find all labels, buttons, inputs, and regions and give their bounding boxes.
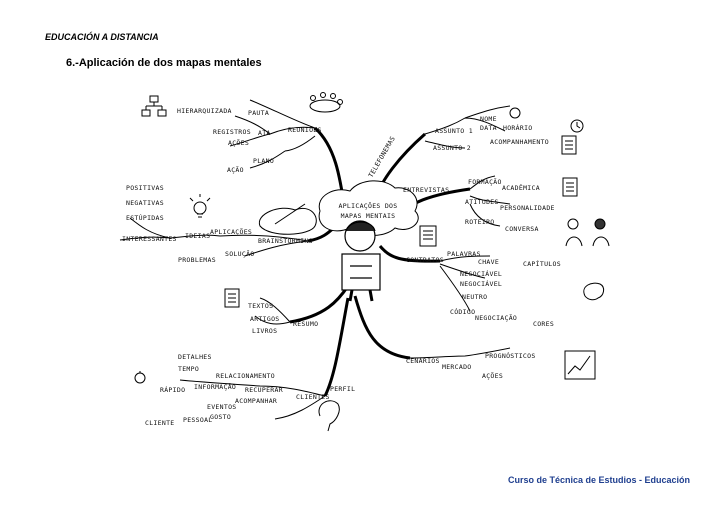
label-gosto: GOSTO [210,413,232,421]
pencil-drawing-icon [259,204,316,234]
label-capitulos: CAPÍTULOS [523,260,561,268]
label-mercado: MERCADO [442,363,472,371]
label-assunto-2: ASSUNTO 2 [433,144,471,152]
label-negociavel-2: NEGOCIÁVEL [460,280,503,288]
document-footer: Curso de Técnica de Estudios - Educación [508,475,691,485]
interview-people-icon [566,219,609,246]
label-perfil: PERFIL [330,385,356,393]
label-personalidade: PERSONALIDADE [500,204,555,212]
label-academica: ACADÊMICA [502,184,540,192]
label-estupidas: ESTÚPIDAS [126,214,164,222]
label-eventos: EVENTOS [207,403,237,411]
label-recuperar: RECUPERAR [245,386,283,394]
label-cores: CORES [533,320,555,328]
label-codigo: CÓDIGO [450,308,476,316]
label-relacionamento: RELACIONAMENTO [216,372,275,380]
label-cliente: CLIENTE [145,419,175,427]
label-telefonemas: TELEFONEMAS [366,134,397,179]
label-acao: AÇÃO [227,166,244,174]
label-brainstorming: BRAINSTORMING [258,237,313,245]
label-aplicacoes: APLICAÇÕES [210,228,253,236]
checklist-icon [562,136,576,154]
head-profile-icon [319,401,339,431]
label-horario: HORÁRIO [503,124,533,132]
org-chart-icon [142,96,166,116]
person-figure [342,221,380,301]
label-negociavel-1: NEGOCIÁVEL [460,270,503,278]
label-ideias: IDEIAS [185,232,211,240]
label-rapido: RÁPIDO [160,386,186,394]
label-prognosticos: PROGNÓSTICOS [485,352,536,360]
label-assunto-1: ASSUNTO 1 [435,127,473,135]
label-plano: PLANO [253,157,275,165]
book-list-icon [225,289,239,307]
label-chave: CHAVE [478,258,500,266]
label-informacao: INFORMAÇÃO [194,383,237,391]
label-pessoal: PESSOAL [183,416,213,424]
label-formacao: FORMAÇÃO [468,178,502,186]
label-detalhes: DETALHES [178,353,212,361]
growth-chart-icon [565,351,595,379]
meeting-people-icon [310,93,343,113]
label-acompanhar: ACOMPANHAR [235,397,278,405]
branch-resumo [290,286,348,322]
section-title: 6.-Aplicación de dos mapas mentales [66,57,262,69]
lightbulb-icon [190,194,210,217]
label-positivas: POSITIVAS [126,184,164,192]
label-contratos: CONTRATOS [406,256,444,264]
label-acoes-1: AÇÕES [228,139,250,147]
label-tempo: TEMPO [178,365,200,373]
label-artigos: ARTIGOS [250,315,280,323]
label-problemas: PROBLEMAS [178,256,216,264]
center-label-2: MAPAS MENTAIS [340,212,396,220]
document-header: EDUCACIÓN A DISTANCIA [45,32,159,42]
label-clientes: CLIENTES [296,393,330,401]
label-acompanhamento-1: ACOMPANHAMENTO [490,138,549,146]
label-negociacao: NEGOCIAÇÃO [475,314,518,322]
label-data: DATA [480,124,497,132]
center-label-1: APLICAÇÕES DOS [338,202,398,210]
palette-icon [584,283,604,300]
label-conversa: CONVERSA [505,225,539,233]
branch-clientes [325,298,348,396]
label-palavras: PALAVRAS [447,250,481,258]
mind-map-drawing [110,86,630,441]
label-solucao: SOLUÇÃO [225,250,255,258]
label-livros: LIVROS [252,327,278,335]
label-reunioes: REUNIÕES [288,126,322,134]
label-pauta: PAUTA [248,109,270,117]
label-acoes-2: AÇÕES [482,372,504,380]
label-interessantes: INTERESSANTES [122,235,177,243]
label-neutro: NEUTRO [462,293,488,301]
label-atitudes: ATITUDES [465,198,499,206]
label-hierarquizada: HIERARQUIZADA [177,107,232,115]
clock-icon [571,120,583,132]
contract-paper-icon [420,226,436,246]
label-entrevistas: ENTREVISTAS [403,186,450,194]
label-negativas: NEGATIVAS [126,199,164,207]
label-resumo: RESUMO [293,320,319,328]
stopwatch-icon [135,371,145,383]
smiley-icon [510,108,520,118]
label-nome: NOME [480,115,497,123]
label-cenarios: CENÁRIOS [406,357,440,365]
label-registros: REGISTROS [213,128,251,136]
document-icon [563,178,577,196]
branch-cenarios [355,296,410,358]
label-textos: TEXTOS [248,302,274,310]
label-ata: ATA [258,129,271,137]
label-roteiro: ROTEIRO [465,218,495,226]
